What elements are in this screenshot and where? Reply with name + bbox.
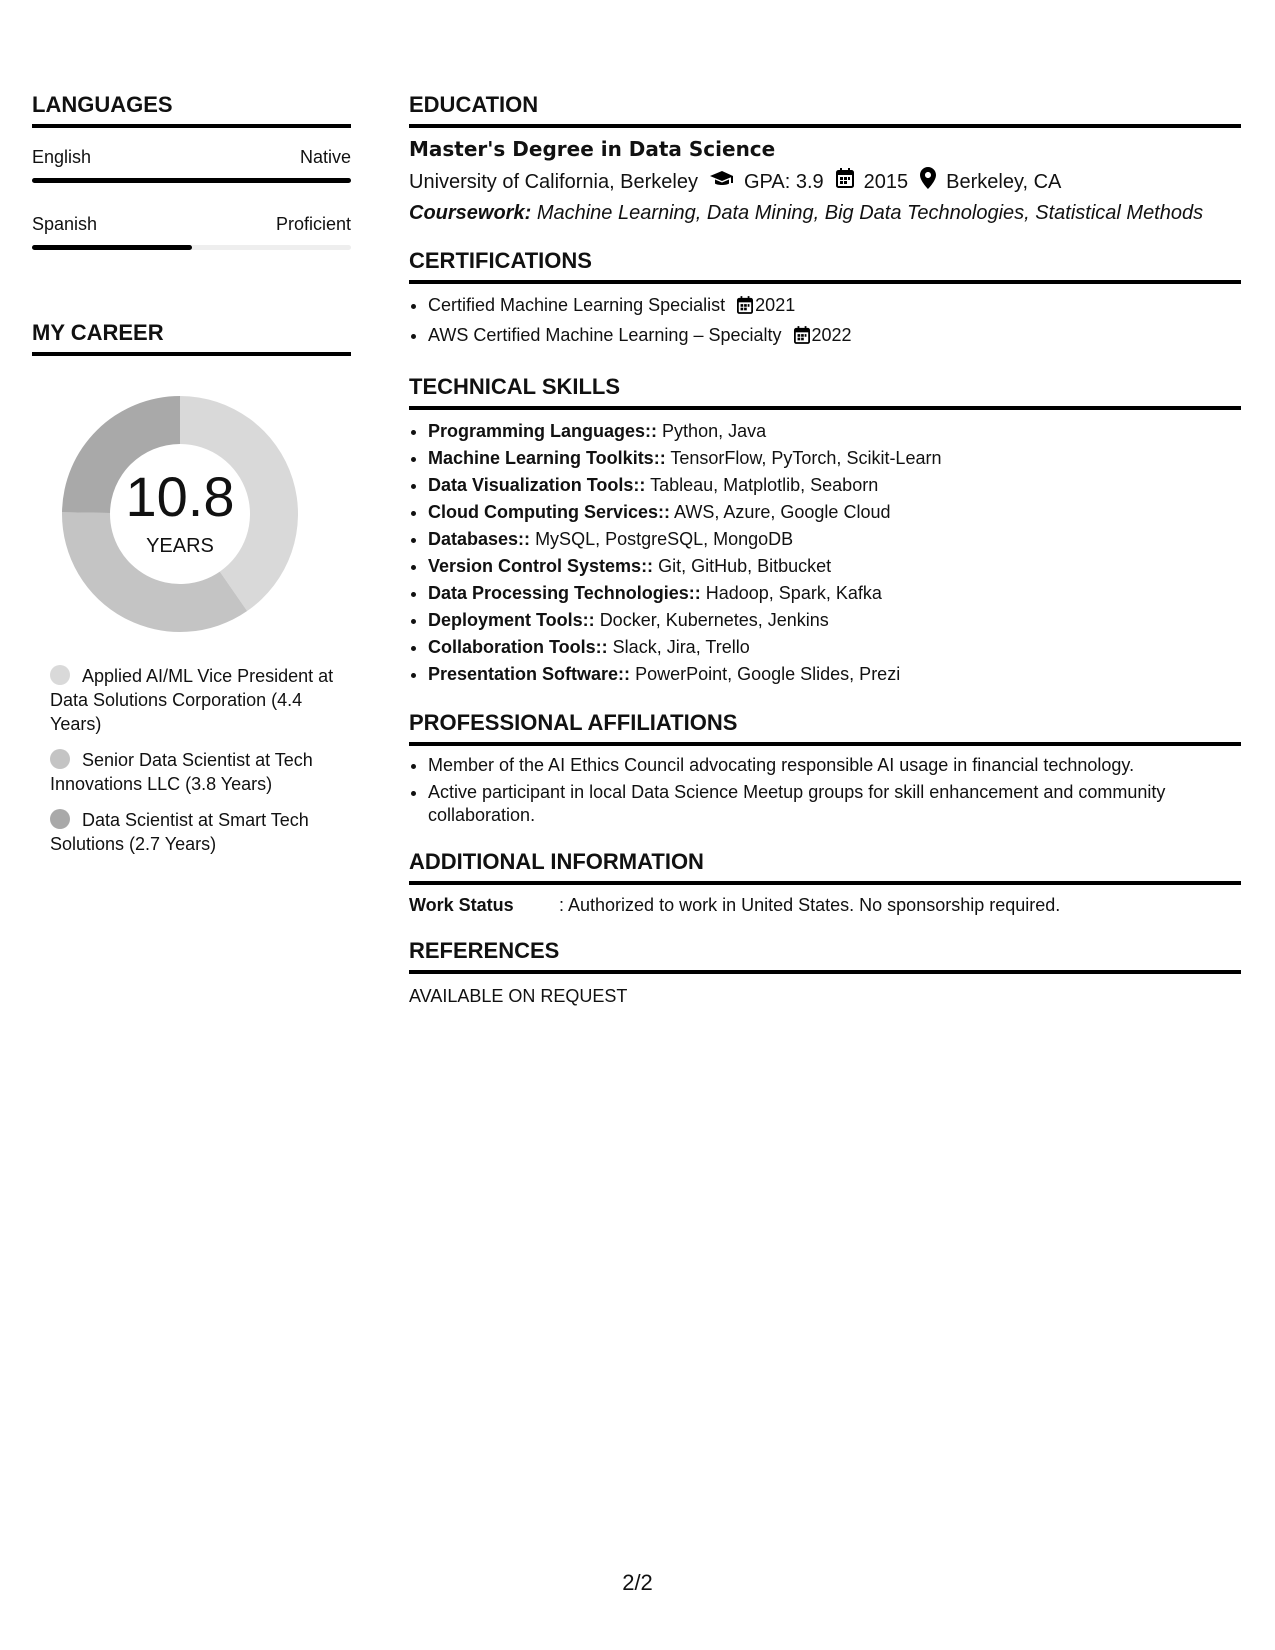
skill-item: [428, 580, 1241, 607]
career-legend-item: [50, 664, 351, 736]
skill-item: [428, 634, 1241, 661]
skill-item: [428, 445, 1241, 472]
skill-values: Tableau, Matplotlib, Seaborn: [650, 475, 879, 495]
donut-center: [55, 389, 305, 639]
graduation-cap-icon: [710, 169, 734, 195]
skill-values: Git, GitHub, Bitbucket: [658, 556, 832, 576]
skills-title: TECHNICAL SKILLS: [409, 374, 1241, 410]
language-level: Native: [299, 147, 351, 167]
skill-category: Collaboration Tools::: [428, 637, 608, 657]
right-column: [409, 92, 1241, 1007]
language-item: [32, 146, 351, 183]
coursework-label: Coursework:: [409, 202, 532, 224]
skill-category: Deployment Tools::: [428, 610, 595, 630]
skill-item: [428, 661, 1241, 688]
career-legend-label: Senior Data Scientist at Tech Innovations LLC (3.8 Years): [50, 750, 313, 794]
work-status-row: [409, 895, 1241, 916]
career-legend-item: [50, 748, 351, 796]
left-column: [32, 92, 351, 868]
work-status-value: : Authorized to work in United States. No sponsorship required.: [559, 895, 1061, 915]
language-item: [32, 213, 351, 250]
coursework-text: Machine Learning, Data Mining, Big Data Technologies, Statistical Methods: [536, 202, 1204, 224]
skill-values: TensorFlow, PyTorch, Scikit-Learn: [670, 448, 942, 468]
education-title: EDUCATION: [409, 92, 1241, 128]
language-level-bar: [32, 178, 351, 183]
language-row: [32, 146, 351, 168]
references-text: AVAILABLE ON REQUEST: [409, 986, 628, 1006]
skills-list: [409, 418, 1241, 688]
affiliation-item: • Active participant in local Data Science Meetup groups for skill enhancement and community collaboration.: [428, 781, 1241, 827]
skill-values: Docker, Kubernetes, Jenkins: [599, 610, 829, 630]
skill-item: [428, 607, 1241, 634]
graduation-year: 2015: [863, 170, 909, 193]
work-status-label: Work Status: [409, 895, 514, 915]
skill-category: Databases::: [428, 529, 531, 549]
career-legend-label: Data Scientist at Smart Tech Solutions (2.7 Years): [50, 810, 309, 854]
education-details: [409, 167, 1241, 196]
skill-values: Python, Java: [662, 421, 767, 441]
language-level-fill: [32, 178, 351, 183]
skill-values: Hadoop, Spark, Kafka: [705, 583, 882, 603]
calendar-icon: [737, 295, 753, 322]
skill-category: Machine Learning Toolkits::: [428, 448, 666, 468]
languages-list: [32, 146, 351, 250]
skill-item: [428, 499, 1241, 526]
language-name: Spanish: [32, 214, 98, 234]
legend-dot: [50, 809, 70, 829]
skill-category: Data Visualization Tools::: [428, 475, 646, 495]
certification-year: 2022: [811, 325, 852, 345]
map-pin-icon: [920, 167, 936, 196]
certifications-title: CERTIFICATIONS: [409, 248, 1241, 284]
skill-category: Data Processing Technologies::: [428, 583, 701, 603]
affiliation-item: • Member of the AI Ethics Council advocating responsible AI usage in financial technology.: [428, 754, 1241, 777]
language-level-bar: [32, 245, 351, 250]
legend-dot: [50, 749, 70, 769]
calendar-icon: [836, 168, 854, 195]
career-legend: [50, 664, 351, 856]
gpa: GPA: 3.9: [744, 170, 824, 193]
certifications-list: [409, 292, 1241, 352]
career-total-unit: YEARS: [146, 535, 214, 557]
career-legend-label: Applied AI/ML Vice President at Data Solutions Corporation (4.4 Years): [50, 666, 334, 734]
skill-values: AWS, Azure, Google Cloud: [674, 502, 891, 522]
skill-category: Version Control Systems::: [428, 556, 654, 576]
career-title: MY CAREER: [32, 320, 351, 356]
degree: Master's Degree in Data Science: [409, 137, 776, 161]
language-name: English: [32, 147, 92, 167]
skill-item: [428, 418, 1241, 445]
career-total-years: 10.8: [125, 465, 235, 528]
skill-values: MySQL, PostgreSQL, MongoDB: [535, 529, 794, 549]
skill-category: Presentation Software::: [428, 664, 631, 684]
certification-name: AWS Certified Machine Learning – Specialty: [428, 325, 782, 345]
school: University of California, Berkeley: [409, 170, 698, 193]
calendar-icon: [794, 325, 810, 352]
legend-dot: [50, 665, 70, 685]
additional-info-title: ADDITIONAL INFORMATION: [409, 849, 1241, 885]
skill-item: [428, 472, 1241, 499]
language-level: Proficient: [275, 214, 351, 234]
career-legend-item: [50, 808, 351, 856]
certification-name: Certified Machine Learning Specialist: [428, 295, 726, 315]
page-number: 2/2: [622, 1570, 653, 1595]
certification-year: 2021: [755, 295, 796, 315]
location: Berkeley, CA: [946, 170, 1062, 193]
language-row: [32, 213, 351, 235]
career-donut-chart: [55, 389, 305, 639]
skill-category: Programming Languages::: [428, 421, 658, 441]
affiliations-list: [409, 754, 1241, 827]
languages-title: LANGUAGES: [32, 92, 351, 128]
certification-item: [428, 292, 1241, 322]
skill-item: [428, 553, 1241, 580]
skill-item: [428, 526, 1241, 553]
language-level-fill: [32, 245, 192, 250]
skill-values: Slack, Jira, Trello: [612, 637, 750, 657]
skill-category: Cloud Computing Services::: [428, 502, 671, 522]
references-title: REFERENCES: [409, 938, 1241, 974]
affiliations-title: PROFESSIONAL AFFILIATIONS: [409, 710, 1241, 746]
coursework: [409, 200, 1241, 226]
certification-item: [428, 322, 1241, 352]
skill-values: PowerPoint, Google Slides, Prezi: [635, 664, 901, 684]
